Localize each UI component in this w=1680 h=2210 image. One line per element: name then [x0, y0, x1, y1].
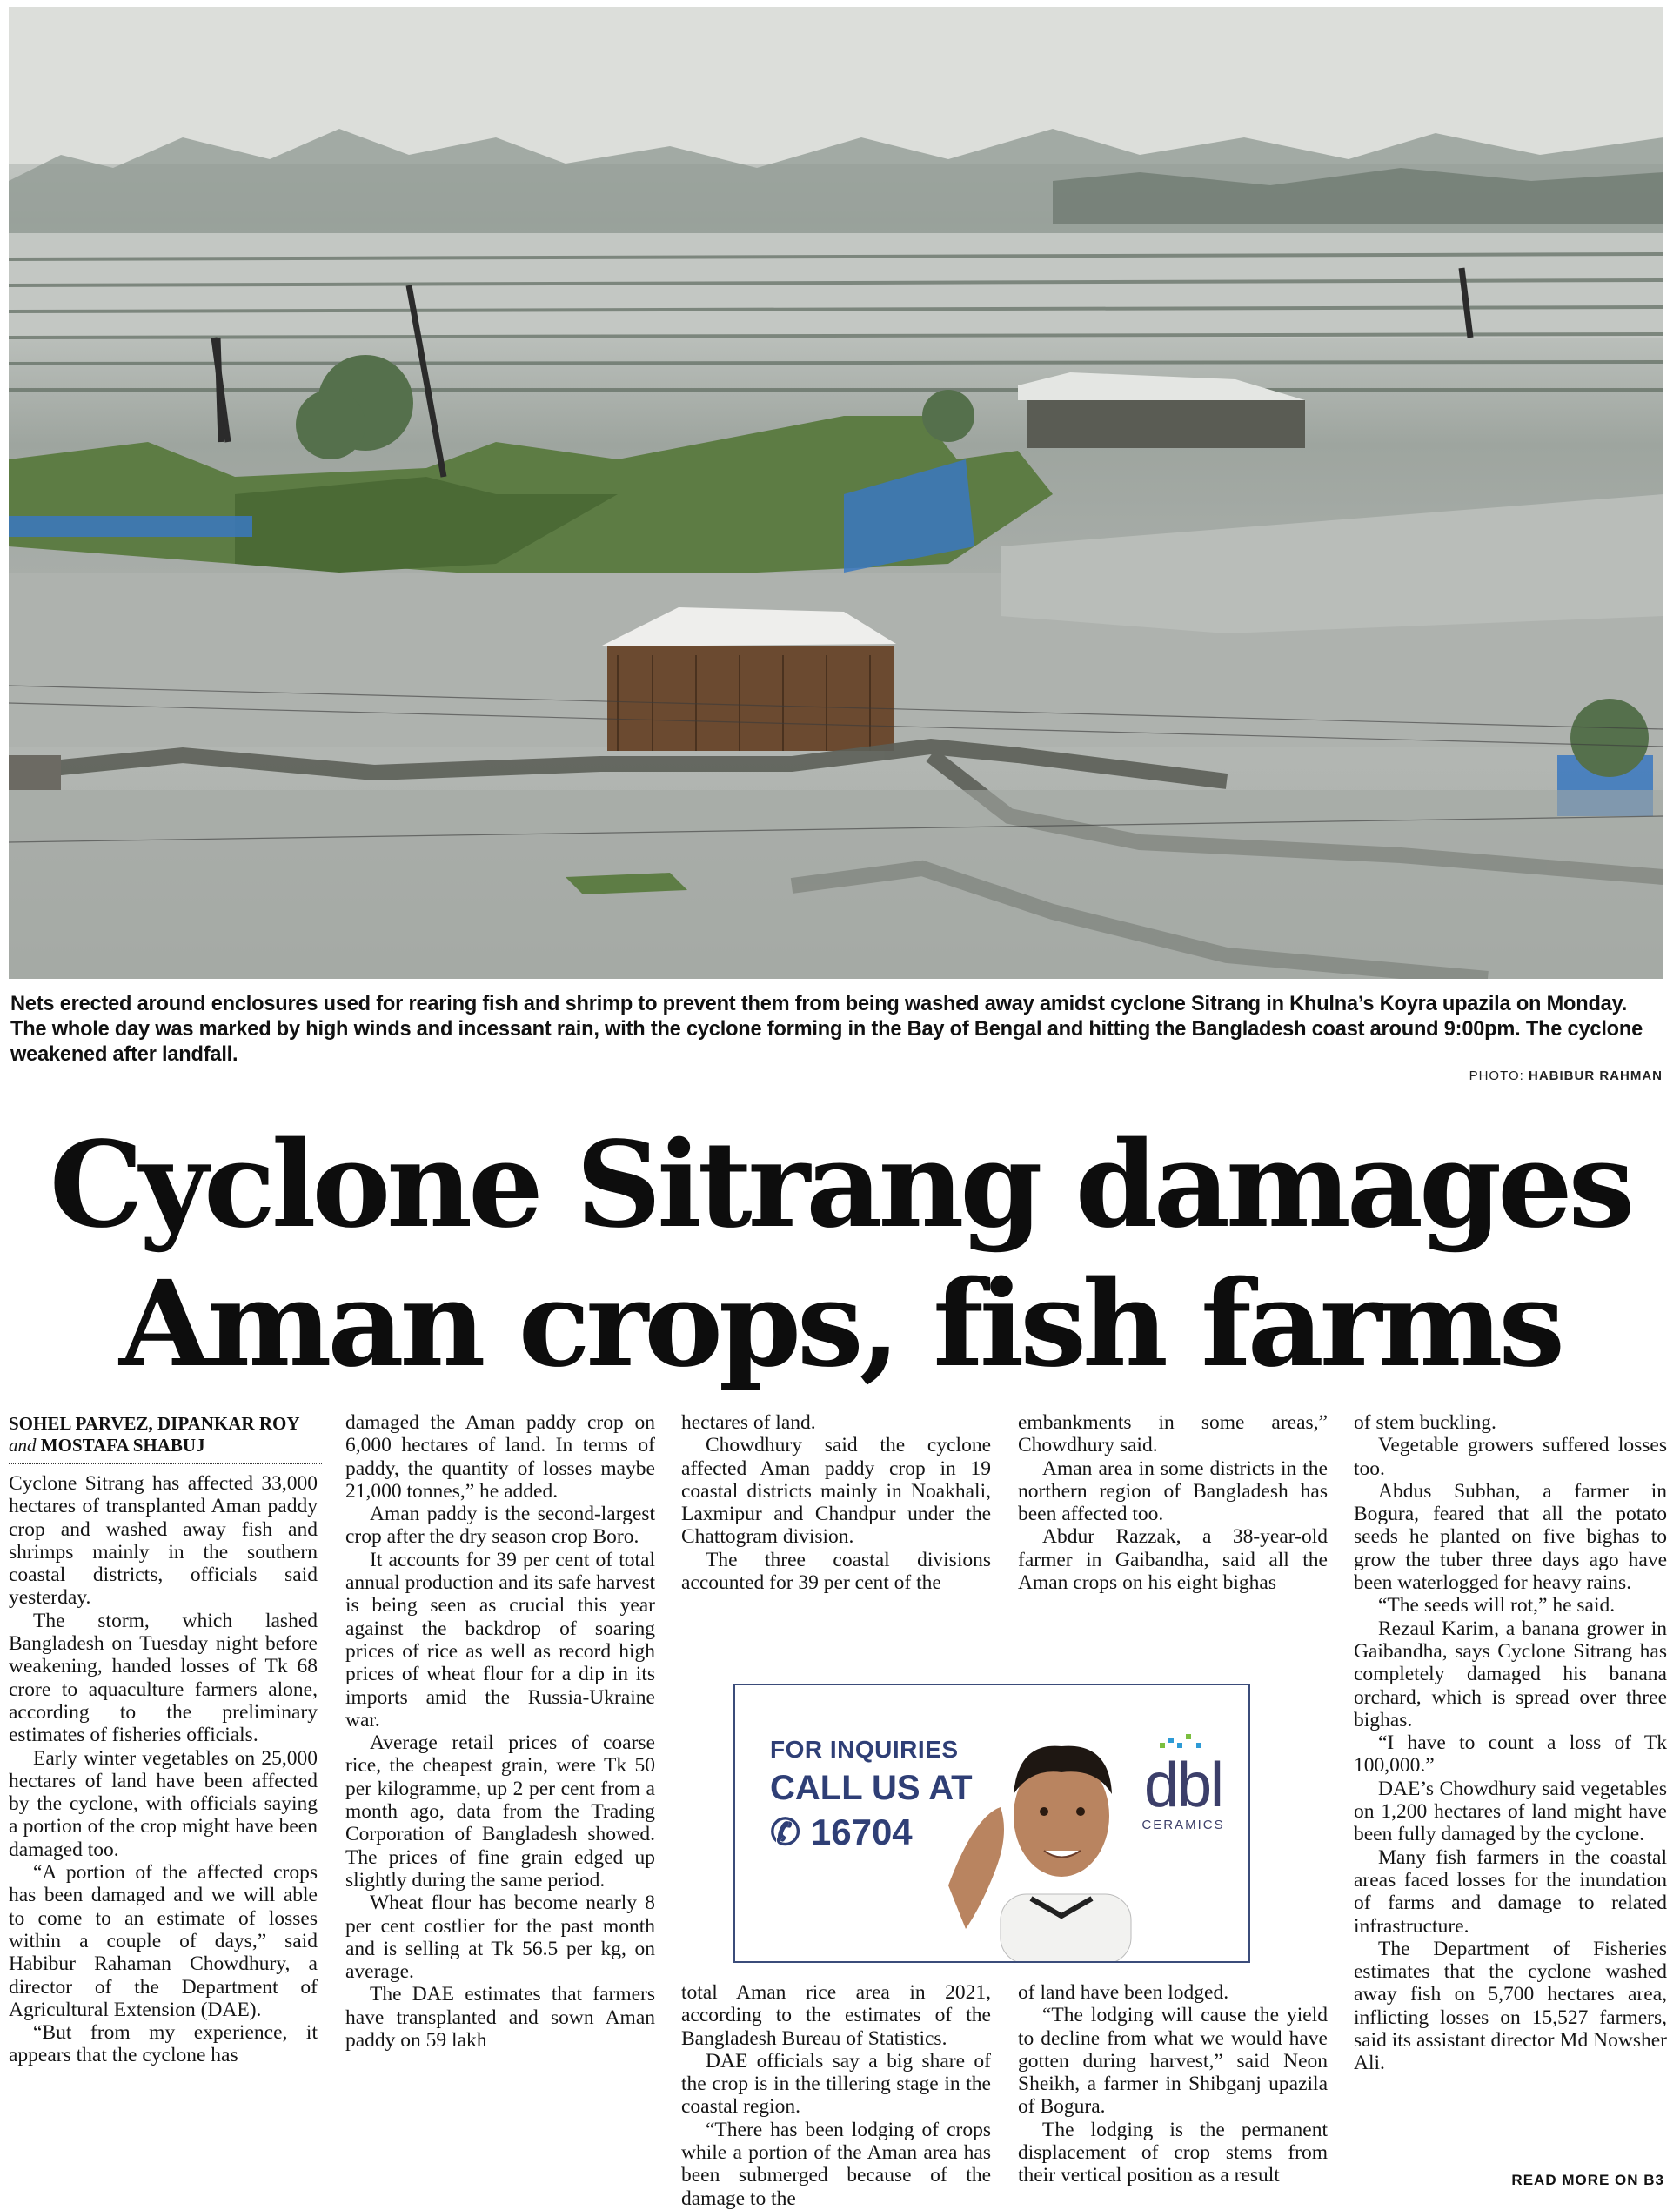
brand-dots-icon: [1160, 1732, 1212, 1750]
paragraph: Wheat flour has become nearly 8 per cent costlier for the past month and is selling at Tk 56.5 per kg, on average.: [345, 1892, 655, 1984]
paragraph: The Department of Fisheries estimates that the cyclone washed away fish on 5,700 hectares area, inflicting losses on 15,527 farmers, said its assistant director Md Nowsher Ali.: [1354, 1937, 1667, 2075]
headline-line-1: Cyclone Sitrang damages: [49, 1115, 1631, 1255]
paragraph: total Aman rice area in 2021, according to the estimates of the Bangladesh Bureau of Statistics.: [681, 1981, 991, 2050]
paragraph: The DAE estimates that farmers have transplanted and sown Aman paddy on 59 lakh: [345, 1983, 655, 2053]
article-column-2: [345, 1411, 655, 2052]
article-column-4-bottom: [1018, 1981, 1328, 2187]
byline-authors-2: MOSTAFA SHABUJ: [40, 1435, 205, 1456]
byline: [9, 1413, 322, 1457]
paragraph: “A portion of the affected crops has been damaged and we will able to come to an estimate of losses within a couple of days,” said Habibur Rahaman Chowdhury, a director of the Department of Agricultural Extension (DAE).: [9, 1861, 318, 2021]
ad-phone: [770, 1814, 973, 1851]
paragraph: hectares of land.: [681, 1411, 816, 1434]
article-column-1: [9, 1472, 318, 2067]
photo-credit-label: PHOTO:: [1469, 1068, 1524, 1083]
paragraph: Cyclone Sitrang has affected 33,000 hectares of transplanted Aman paddy crop and washed away fish and shrimps mainly in the southern coastal districts, officials said yesterday.: [9, 1472, 318, 1610]
paragraph: The storm, which lashed Bangladesh on Tuesday night before weakening, handed losses of Tk 68 crore to aquaculture farmers alone, according to the preliminary estimates of fisheries officials.: [9, 1609, 318, 1747]
paragraph: Abdus Subhan, a farmer in Bogura, feared that all the potato seeds he planted on five bighas to grow the tuber three days ago have been waterlogged for heavy rains.: [1354, 1479, 1667, 1595]
paragraph: Rezaul Karim, a banana grower in Gaibandha, says Cyclone Sitrang has completely damaged his banana orchard, which is spread over three bighas.: [1354, 1617, 1667, 1731]
paragraph: Early winter vegetables on 25,000 hectares of land have been affected by the cyclone, with officials saying a portion of the crop might have been damaged too.: [9, 1746, 318, 1861]
read-more-link[interactable]: READ MORE ON B3: [1511, 2172, 1664, 2188]
article-column-5: [1354, 1411, 1667, 2075]
advertisement[interactable]: [733, 1684, 1250, 1963]
ad-line-inquiries: FOR INQUIRIES: [770, 1736, 959, 1763]
paragraph: Abdur Razzak, a 38-year-old farmer in Gaibandha, said all the Aman crops on his eight bighas: [1018, 1525, 1328, 1595]
ad-text: [770, 1738, 973, 1851]
paragraph: It accounts for 39 per cent of total annual production and its safe harvest is being seen as crucial this year against the backdrop of soaring prices of rice as well as record high prices of wheat flour for a dip in its imports amid the Russia-Ukraine war.: [345, 1548, 655, 1731]
brand-subtitle: CERAMICS: [1141, 1818, 1225, 1832]
paragraph: DAE’s Chowdhury said vegetables on 1,200 hectares of land might have been fully damaged by the cyclone.: [1354, 1777, 1667, 1846]
phone-icon: ✆: [770, 1812, 801, 1852]
ad-line-call: CALL US AT: [770, 1769, 973, 1807]
article-column-3-bottom: [681, 1981, 991, 2210]
article-column-3-top: [681, 1411, 991, 1594]
paragraph: Aman area in some districts in the northern region of Bangladesh has been affected too.: [1018, 1457, 1328, 1526]
paragraph: Aman paddy is the second-largest crop after the dry season crop Boro.: [345, 1503, 655, 1549]
brand-logo: [1131, 1751, 1235, 1832]
paragraph: Chowdhury said the cyclone affected Aman paddy crop in 19 coastal districts mainly in Noakhali, Laxmipur and Chandpur under the Chattogram division.: [681, 1434, 991, 1549]
paragraph: The three coastal divisions accounted for 39 per cent of the: [681, 1548, 991, 1595]
paragraph: “There has been lodging of crops while a portion of the Aman area has been submerged because of the damage to the: [681, 2118, 991, 2210]
flooded-fields-photo-icon: [9, 7, 1663, 979]
paragraph: “I have to count a loss of Tk 100,000.”: [1354, 1731, 1667, 1778]
paragraph: DAE officials say a big share of the crop is in the tillering stage in the coastal region.: [681, 2049, 991, 2119]
cover-photo: [9, 7, 1663, 979]
brand-name: dbl: [1143, 1751, 1223, 1820]
photo-caption: Nets erected around enclosures used for rearing fish and shrimp to prevent them from being washed away amidst cyclone Sitrang in Khulna’s Koyra upazila on Monday. The whole day was marked by high winds and incessant rain, with the cyclone forming in the Bay of Bengal and hitting the Bangladesh coast around 9:00pm. The cyclone weakened after landfall.: [10, 993, 1643, 1066]
paragraph: “The seeds will rot,” he said.: [1378, 1594, 1616, 1617]
paragraph: Many fish farmers in the coastal areas faced losses for the inundation of farms and damage to related infrastructure.: [1354, 1845, 1667, 1938]
paragraph: Vegetable growers suffered losses too.: [1354, 1434, 1667, 1480]
byline-divider: [9, 1463, 322, 1464]
ad-phone-number: 16704: [810, 1812, 913, 1852]
paragraph: “The lodging will cause the yield to decline from what we would have gotten during harvest,” said Neon Sheikh, a farmer in Shibganj upazila of Bogura.: [1018, 2004, 1328, 2119]
byline-authors-1: SOHEL PARVEZ, DIPANKAR ROY: [9, 1413, 300, 1434]
headline: [0, 1115, 1680, 1394]
byline-and: and: [9, 1435, 37, 1456]
paragraph: of stem buckling.: [1354, 1411, 1496, 1434]
paragraph: “But from my experience, it appears that the cyclone has: [9, 2021, 318, 2067]
headline-line-2: Aman crops, fish farms: [118, 1255, 1561, 1394]
paragraph: of land have been lodged.: [1018, 1981, 1229, 2004]
paragraph: The lodging is the permanent displacement of crop stems from their vertical position as a result: [1018, 2118, 1328, 2187]
model-person-icon: [948, 1685, 1140, 1961]
paragraph: damaged the Aman paddy crop on 6,000 hectares of land. In terms of paddy, the quantity of losses maybe 21,000 tonnes,” he added.: [345, 1411, 655, 1503]
photo-credit-name: HABIBUR RAHMAN: [1529, 1068, 1663, 1083]
article-column-4-top: [1018, 1411, 1328, 1594]
paragraph: embankments in some areas,” Chowdhury said.: [1018, 1411, 1328, 1457]
paragraph: Average retail prices of coarse rice, the cheapest grain, were Tk 50 per kilogramme, up 2 per cent from a month ago, data from the Trading Corporation of Bangladesh showed. The prices of fine grain edged up slightly during the same period.: [345, 1731, 655, 1892]
photo-credit: [1469, 1068, 1663, 1083]
